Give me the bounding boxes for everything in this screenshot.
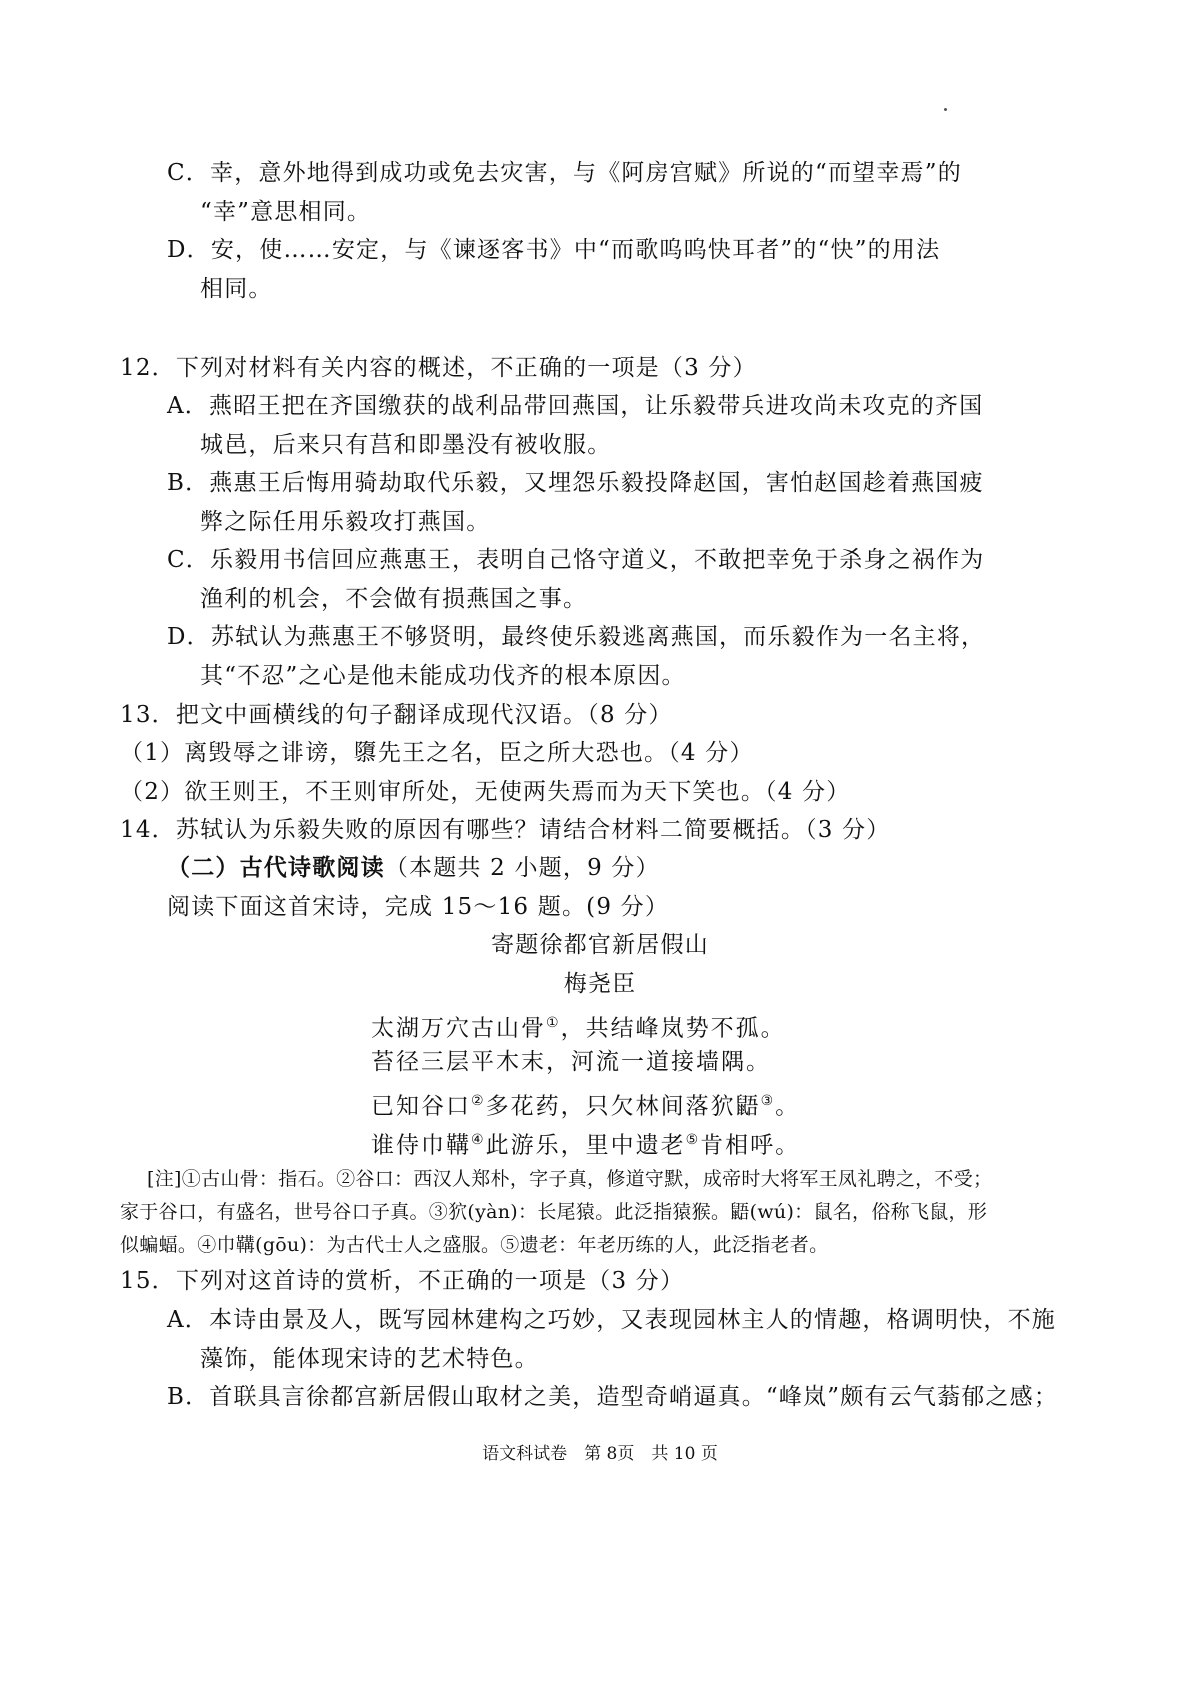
poem-notes-line3: 似蝙蝠。④巾鞲(gōu)：为古代士人之盛服。⑤遗老：年老历练的人，此泛指老者。 — [120, 1234, 829, 1256]
q12-option-c-line2: 渔利的机会，不会做有损燕国之事。 — [200, 586, 588, 612]
q15-option-b-line1: B．首联具言徐都宫新居假山取材之美，造型奇峭逼真。“峰岚”颇有云气蓊郁之感； — [167, 1384, 1059, 1410]
poem-line-3 — [371, 1086, 800, 1122]
poem-notes-line1: [注]①古山骨：指石。②谷口：西汉人郑朴，字子真，修道守默，成帝时大将军王凤礼聘之，不受； — [147, 1168, 993, 1190]
poem-line-3-part-c: 。 — [775, 1093, 801, 1120]
poem-line-1-part-b: ，共结峰岚势不孤。 — [560, 1015, 786, 1042]
footnote-marker-3: ③ — [760, 1093, 776, 1109]
footnote-marker-4: ④ — [471, 1132, 486, 1148]
q12-option-a-line1: A．燕昭王把在齐国缴获的战利品带回燕国，让乐毅带兵进攻尚未攻克的齐国 — [167, 393, 984, 419]
stray-dot — [944, 108, 947, 111]
q11-option-c-line1: C．幸，意外地得到成功或免去灾害，与《阿房宫赋》所说的“而望幸焉”的 — [167, 160, 962, 186]
q13-sentence-2: （2）欲王则王，不王则审所处，无使两失焉而为天下笑也。（4 分） — [120, 779, 851, 805]
poem-line-3-part-a: 已知谷口 — [371, 1093, 471, 1120]
section-heading-note: （本题共 2 小题，9 分） — [384, 855, 660, 881]
footnote-marker-1: ① — [546, 1015, 561, 1031]
q15-option-a-line2: 藻饰，能体现宋诗的艺术特色。 — [200, 1346, 539, 1372]
poem-line-2: 苔径三层平木末，河流一道接墙隅。 — [371, 1049, 771, 1075]
poem-notes-line2: 家于谷口，有盛名，世号谷口子真。③狖(yàn)：长尾猿。此泛指猿猴。鼯(wú)：鼠名，俗称飞鼠，形 — [120, 1201, 988, 1223]
q12-option-b-line2: 弊之际任用乐毅攻打燕国。 — [200, 509, 491, 535]
q12-option-b-line1: B．燕惠王后悔用骑劫取代乐毅，又埋怨乐毅投降赵国，害怕赵国趁着燕国疲 — [167, 470, 984, 496]
q12-stem: 12．下列对材料有关内容的概述，不正确的一项是（3 分） — [120, 355, 757, 381]
q15-stem: 15．下列对这首诗的赏析，不正确的一项是（3 分） — [120, 1268, 685, 1294]
q12-option-d-line2: 其“不忍”之心是他未能成功伐齐的根本原因。 — [200, 663, 686, 689]
q11-option-c-line2: “幸”意思相同。 — [200, 199, 372, 225]
q12-option-a-line2: 城邑，后来只有莒和即墨没有被收服。 — [200, 432, 612, 458]
section-heading — [167, 853, 660, 883]
poem-line-4-part-a: 谁侍巾鞲 — [371, 1132, 471, 1159]
q12-option-d-line1: D．苏轼认为燕惠王不够贤明，最终使乐毅逃离燕国，而乐毅作为一名主将， — [167, 624, 986, 650]
q11-option-d-line2: 相同。 — [200, 276, 273, 302]
page-footer: 语文科试卷 第 8页 共 10 页 — [482, 1444, 718, 1464]
poem-line-4-part-b: 此游乐，里中遗老 — [485, 1132, 686, 1159]
footnote-marker-5: ⑤ — [685, 1132, 701, 1148]
poem-line-1-part-a: 太湖万穴古山骨 — [371, 1015, 546, 1042]
q11-option-d-line1: D．安，使……安定，与《谏逐客书》中“而歌呜呜快耳者”的“快”的用法 — [167, 237, 941, 263]
section-heading-title: （二）古代诗歌阅读 — [167, 854, 385, 881]
q13-stem: 13．把文中画横线的句子翻译成现代汉语。（8 分） — [120, 702, 673, 728]
q12-option-c-line1: C．乐毅用书信回应燕惠王，表明自己恪守道义，不敢把幸免于杀身之祸作为 — [167, 547, 985, 573]
poem-line-4 — [371, 1125, 800, 1161]
q13-sentence-1: （1）离毁辱之诽谤，隳先王之名，臣之所大恐也。（4 分） — [120, 740, 754, 766]
q14-stem: 14．苏轼认为乐毅失败的原因有哪些？请结合材料二简要概括。（3 分） — [120, 817, 891, 843]
poem-line-3-part-b: 多花药，只欠林间落狖鼯 — [485, 1093, 761, 1120]
q15-option-a-line1: A．本诗由景及人，既写园林建构之巧妙，又表现园林主人的情趣，格调明快，不施 — [167, 1307, 1057, 1333]
footnote-marker-2: ② — [471, 1093, 486, 1109]
poem-title: 寄题徐都官新居假山 — [491, 932, 709, 958]
poem-line-1 — [371, 1008, 786, 1044]
section-intro: 阅读下面这首宋诗，完成 15～16 题。(9 分） — [167, 894, 670, 920]
poem-line-4-part-c: 肯相呼。 — [700, 1132, 801, 1159]
poem-author: 梅尧臣 — [563, 971, 637, 997]
